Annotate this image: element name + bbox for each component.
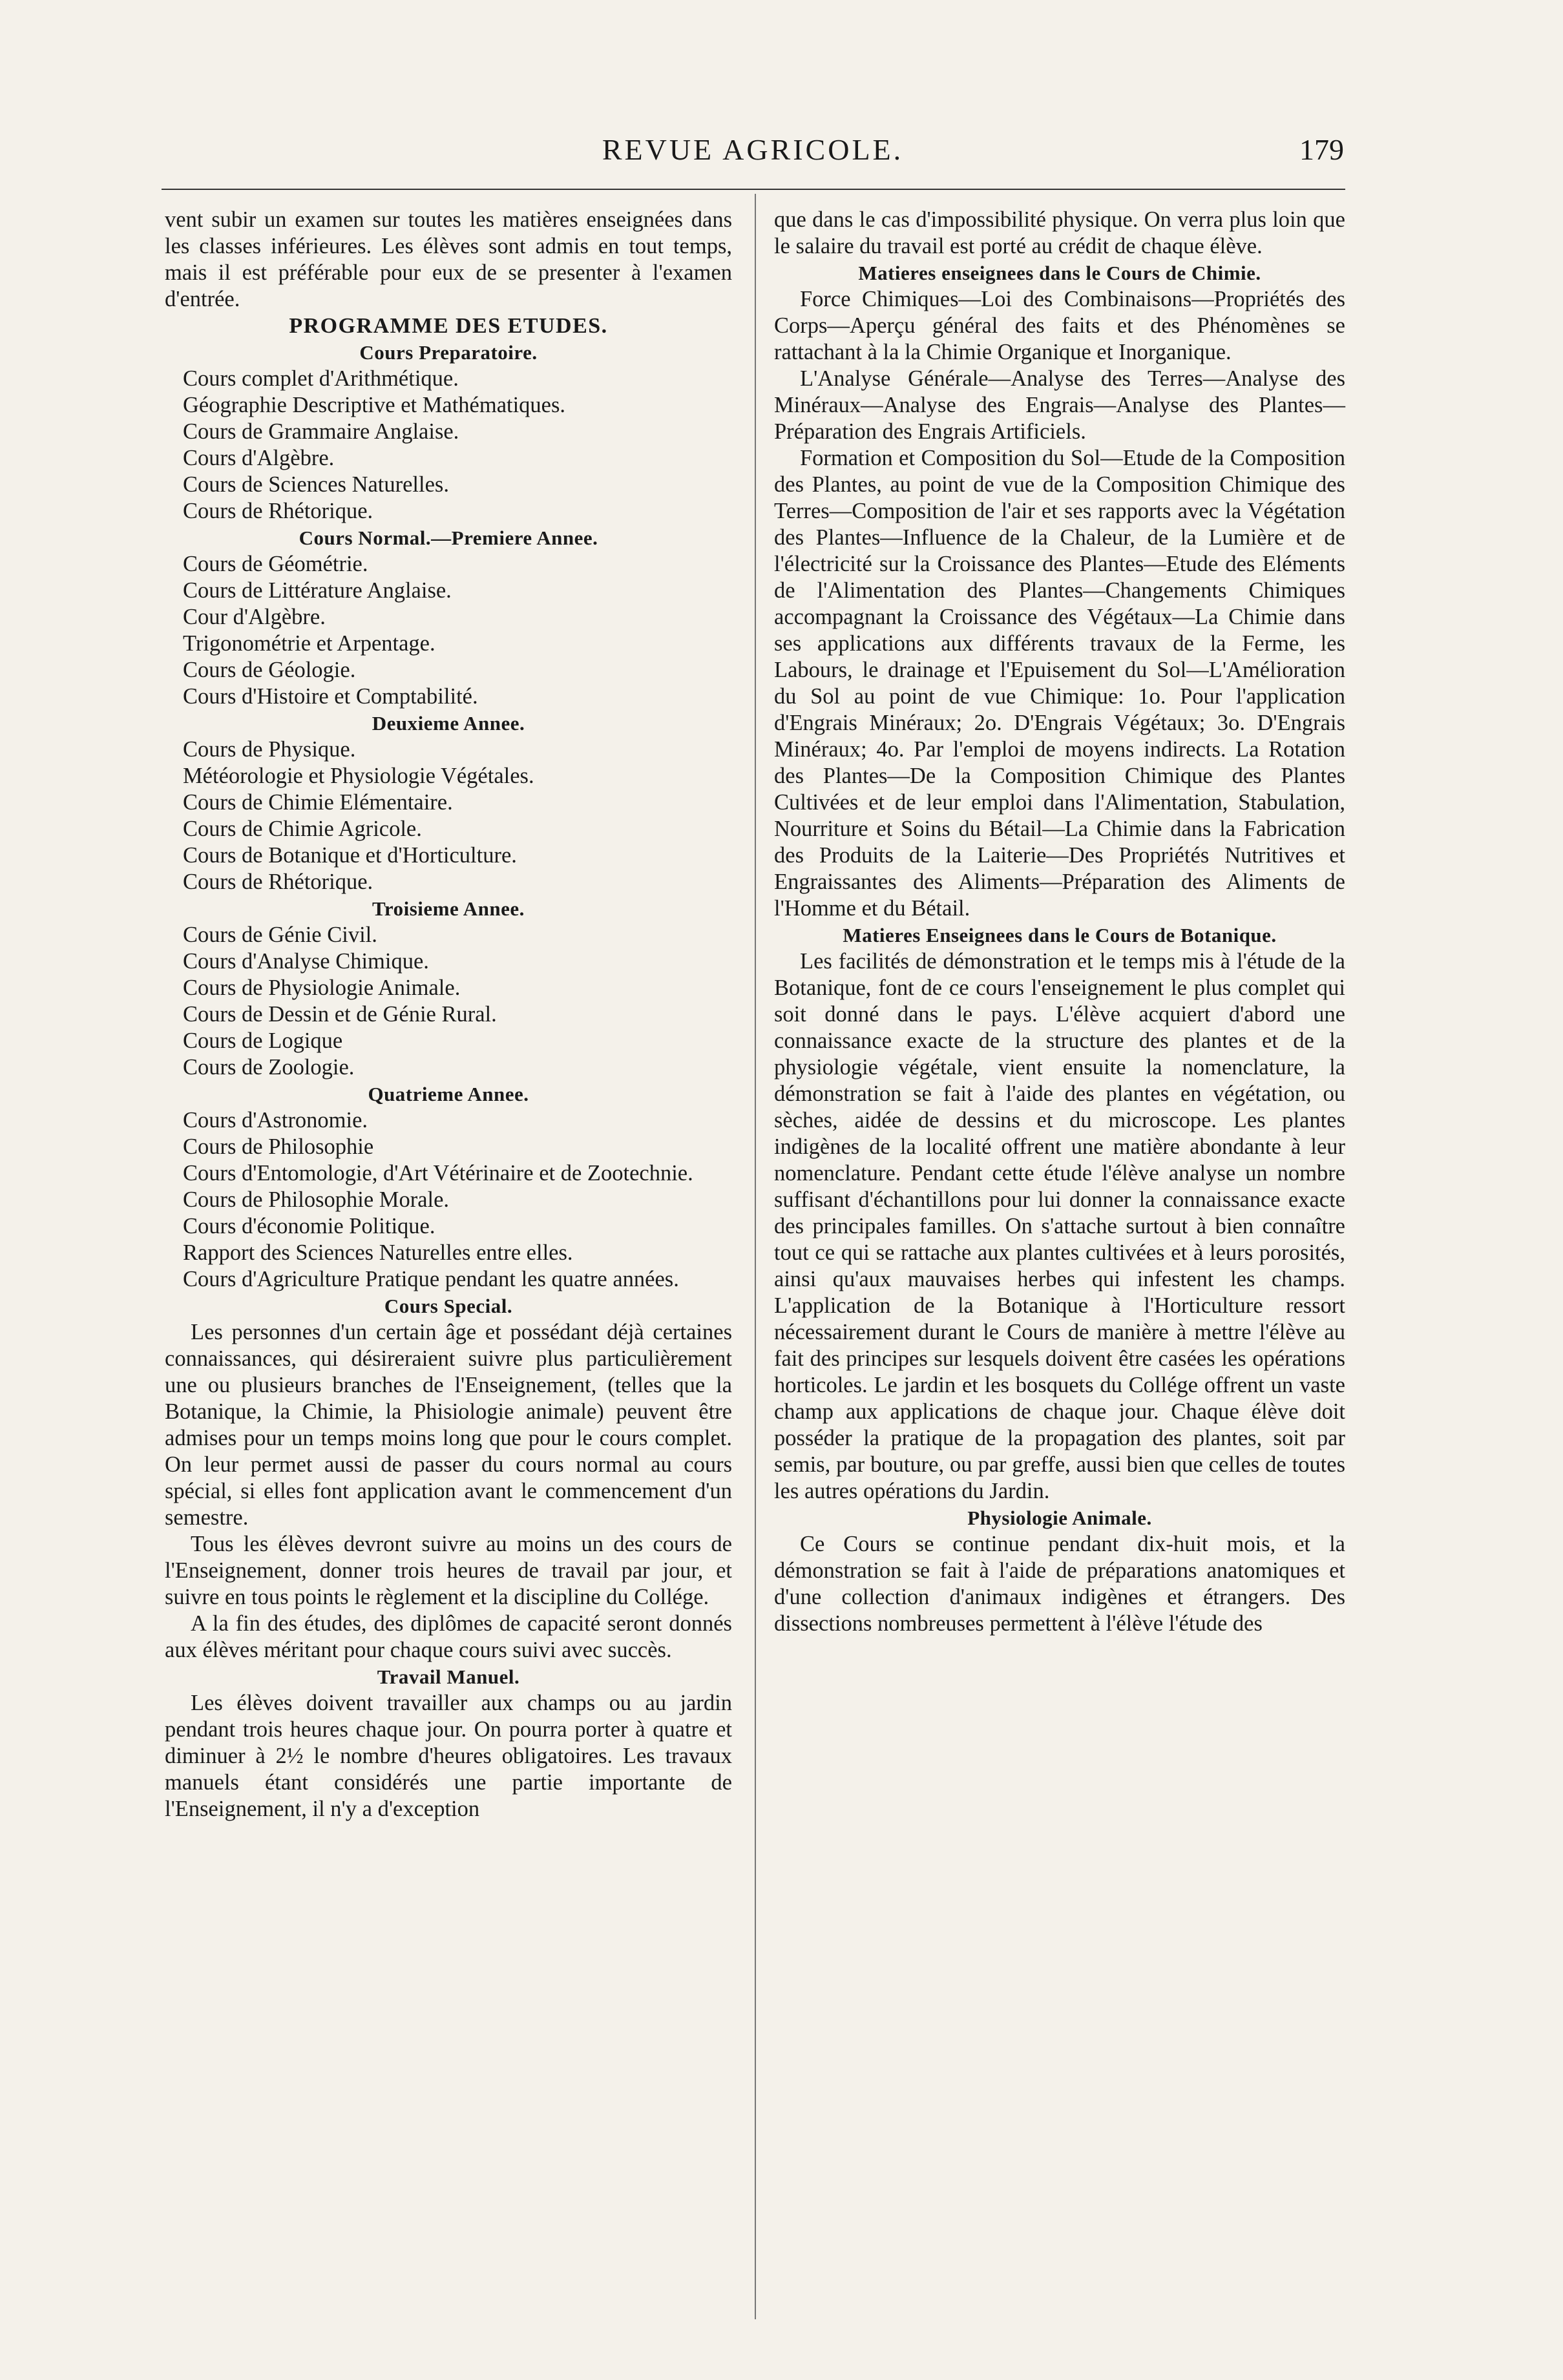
course-item: Rapport des Sciences Naturelles entre elles. — [183, 1240, 573, 1265]
course-item: Cours de Chimie Agricole. — [183, 817, 422, 841]
course-item: Cours de Génie Civil. — [183, 923, 377, 947]
chemistry-title: Matieres enseignees dans le Cours de Chimie. — [858, 262, 1261, 284]
course-item: Cours de Philosophie Morale. — [183, 1187, 450, 1212]
special-paragraph-3: A la fin des études, des diplômes de capacité seront donnés aux élèves méritant pour chaque cours suivi avec succès. — [165, 1611, 732, 1662]
course-item: Cours de Grammaire Anglaise. — [183, 419, 459, 444]
course-item: Cours d'Histoire et Comptabilité. — [183, 684, 478, 709]
year4-course-list — [165, 1107, 732, 1293]
right-column — [774, 207, 1345, 1637]
continuation-paragraph: que dans le cas d'impossibilité physique. On verra plus loin que le salaire du travail est porté au crédit de chaque élève. — [774, 207, 1345, 258]
course-item: Trigonométrie et Arpentage. — [183, 631, 435, 656]
left-column — [165, 207, 732, 1822]
year1-title: Cours Normal.—Premiere Annee. — [299, 527, 598, 549]
course-item: Cours d'économie Politique. — [183, 1214, 435, 1238]
year1-course-list — [165, 551, 732, 710]
botany-paragraph-1: Les facilités de démonstration et le temps mis à l'étude de la Botanique, font de ce cours l'enseignement le plus complet qui soit donné dans le pays. L'élève acquiert d'abord une connaissance exacte de la structure des plantes et de la physiologie végétale, vient ensuite la nomenclature, la démonstration se fait à l'aide des plantes en végétation, ou sèches, aidée de dessins et du microscope. Les plantes indigènes de la localité offrent une matière abondante à leur nomenclature. Pendant cette étude l'élève analyse un nombre suffisant d'échantillons pour lui donner la connaissance exacte des principales familles. On s'attache surtout à bien connaître tout ce qui se rattache aux plantes cultivées et à leurs porosités, ainsi qu'aux mauvaises herbes qui infestent les champs. L'application de la Botanique à l'Horticulture ressort nécessairement durant le Cours de manière à mettre l'élève au fait des principes sur lesquels doivent être casées les opérations horticoles. Le jardin et les bosquets du Collége offrent un vaste champ aux applications de chaque jour. Chaque élève doit posséder la pratique de la propagation des plantes, soit par semis, par bouture, ou par greffe, aussi bien que celles de toutes les autres opérations du Jardin. — [774, 949, 1345, 1503]
course-item: Cours de Dessin et de Génie Rural. — [183, 1002, 497, 1027]
column-divider — [755, 194, 756, 2319]
special-title: Cours Special. — [384, 1295, 513, 1317]
botany-title: Matieres Enseignees dans le Cours de Botanique. — [843, 924, 1277, 946]
course-item: Cours d'Analyse Chimique. — [183, 949, 429, 974]
year2-title: Deuxieme Annee. — [372, 712, 525, 735]
course-item: Cours de Rhétorique. — [183, 870, 373, 894]
animal-physiology-title: Physiologie Animale. — [967, 1507, 1152, 1529]
course-item: Cours d'Agriculture Pratique pendant les quatre années. — [183, 1267, 679, 1291]
special-paragraph-1: Les personnes d'un certain âge et possédant déjà certaines connaissances, qui désireraient suivre plus particulièrement une ou plusieurs branches de l'Enseignement, (telles que la Botanique, la Chimie, la Phisiologie animale) peuvent être admises pour un temps moins long que pour le cours complet. On leur permet aussi de passer du cours normal au cours spécial, si elles font application avant le commencement d'un semestre. — [165, 1320, 732, 1530]
course-item: Cour d'Algèbre. — [183, 605, 326, 629]
page-number: 179 — [1299, 133, 1344, 166]
course-item: Cours de Chimie Elémentaire. — [183, 790, 453, 815]
course-item: Météorologie et Physiologie Végétales. — [183, 764, 534, 788]
year2-course-list — [165, 736, 732, 895]
course-item: Cours de Philosophie — [183, 1134, 374, 1159]
course-item: Cours d'Algèbre. — [183, 446, 335, 470]
course-item: Cours d'Entomologie, d'Art Vétérinaire et de Zootechnie. — [183, 1161, 693, 1185]
chemistry-paragraph-2: L'Analyse Générale—Analyse des Terres—Analyse des Minéraux—Analyse des Engrais—Analyse des Plantes—Préparation des Engrais Artificiels. — [774, 366, 1345, 444]
year4-title: Quatrieme Annee. — [368, 1083, 529, 1105]
prep-title: Cours Preparatoire. — [359, 341, 538, 364]
header-rule — [162, 189, 1345, 190]
course-item: Cours de Logique — [183, 1028, 343, 1053]
program-title: PROGRAMME DES ETUDES. — [289, 314, 608, 338]
course-item: Géographie Descriptive et Mathématiques. — [183, 393, 566, 417]
course-item: Cours de Sciences Naturelles. — [183, 472, 449, 497]
running-title: REVUE AGRICOLE. — [602, 133, 904, 166]
course-item: Cours de Rhétorique. — [183, 499, 373, 523]
prep-course-list — [165, 366, 732, 525]
course-item: Cours de Géométrie. — [183, 552, 368, 576]
course-item: Cours de Littérature Anglaise. — [183, 578, 452, 603]
course-item: Cours de Physiologie Animale. — [183, 976, 461, 1000]
course-item: Cours de Géologie. — [183, 658, 356, 682]
page-header — [162, 132, 1344, 171]
course-item: Cours de Zoologie. — [183, 1055, 355, 1080]
course-item: Cours de Physique. — [183, 737, 356, 762]
chemistry-paragraph-3: Formation et Composition du Sol—Etude de la Composition des Plantes, au point de vue de la Composition Chimique des Terres—Composition de l'air et ses rapports avec la Végétation des Plantes—Influence de la Chaleur, de la Lumière et de l'électricité sur la Croissance des Plantes—Etude des Eléments de l'Alimentation des Plantes—Changements Chimiques accompagnant la Croissance des Végétaux—La Chimie dans ses applications aux différents travaux de la Ferme, les Labours, le drainage et l'Epuisement du Sol—L'Amélioration du Sol au point de vue Chimique: 1o. Pour l'application d'Engrais Minéraux; 2o. D'Engrais Végétaux; 3o. D'Engrais Minéraux; 4o. Par l'emploi de moyens indirects. La Rotation des Plantes—De la Composition Chimique des Plantes Cultivées et de leur emploi dans l'Alimentation, Stabulation, Nourriture et Soins du Bétail—La Chimie dans la Fabrication des Produits de la Laiterie—Des Propriétés Nutritives et Engraissantes des Aliments—Préparation des Aliments de l'Homme et du Bétail. — [774, 446, 1345, 921]
year3-title: Troisieme Annee. — [372, 897, 525, 920]
chemistry-paragraph-1: Force Chimiques—Loi des Combinaisons—Propriétés des Corps—Aperçu général des faits et des Phénomènes se rattachant à la la Chimie Organique et Inorganique. — [774, 287, 1345, 364]
course-item: Cours complet d'Arithmétique. — [183, 366, 459, 391]
year3-course-list — [165, 922, 732, 1081]
animal-physiology-paragraph-1: Ce Cours se continue pendant dix-huit mois, et la démonstration se fait à l'aide de préparations anatomiques et d'une collection d'animaux indigènes et étrangers. Des dissections nombreuses permettent à l'élève l'étude des — [774, 1532, 1345, 1636]
course-item: Cours d'Astronomie. — [183, 1108, 368, 1133]
manual-paragraph-1: Les élèves doivent travailler aux champs ou au jardin pendant trois heures chaque jour. On pourra porter à quatre et diminuer à 2½ le nombre d'heures obligatoires. Les travaux manuels étant considérés une partie importante de l'Enseignement, il n'y a d'exception — [165, 1691, 732, 1821]
manual-title: Travail Manuel. — [377, 1665, 520, 1688]
special-paragraph-2: Tous les élèves devront suivre au moins un des cours de l'Enseignement, donner trois heures de travail par jour, et suivre en tous points le règlement et la discipline du Collége. — [165, 1532, 732, 1609]
intro-paragraph: vent subir un examen sur toutes les matières enseignées dans les classes inférieures. Les élèves sont admis en tout temps, mais il est préférable pour eux de se presenter à l'examen d'entrée. — [165, 207, 732, 311]
course-item: Cours de Botanique et d'Horticulture. — [183, 843, 517, 868]
